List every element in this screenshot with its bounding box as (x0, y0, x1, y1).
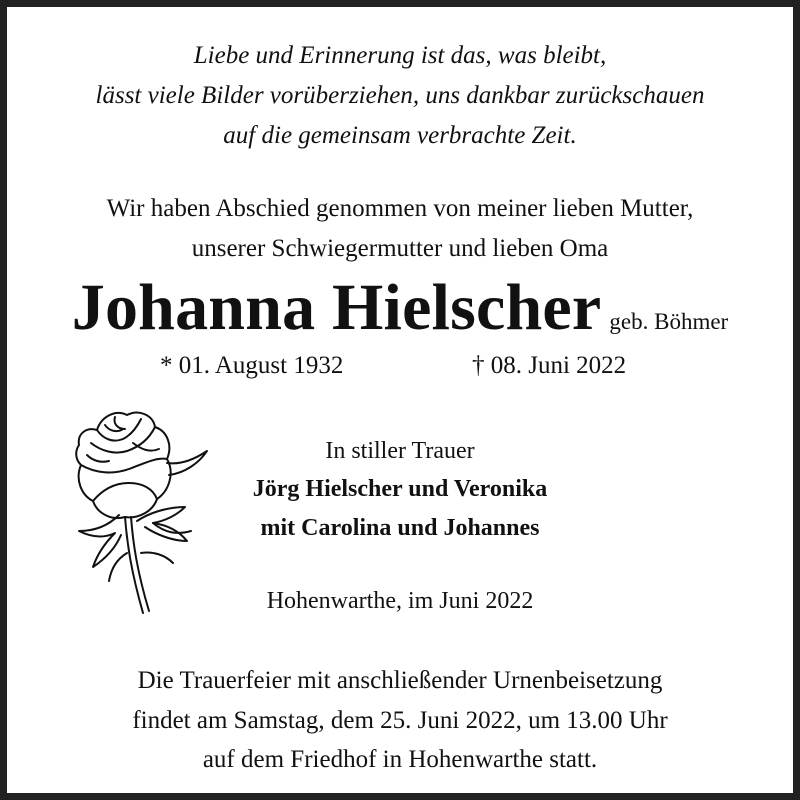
mourners-family-line-2: mit Carolina und Johannes (260, 515, 540, 541)
ceremony-line-1: Die Trauerfeier mit anschließender Urnenbeisetzung (137, 667, 663, 694)
intro-line-1: Wir haben Abschied genommen von meiner lieben Mutter, (106, 195, 694, 222)
ceremony-line-2: findet am Samstag, dem 25. Juni 2022, um 13.00 Uhr (132, 707, 668, 734)
poem-line-1: Liebe und Erinnerung ist das, was bleibt, (193, 42, 607, 69)
death-date: † 08. Juni 2022 (472, 352, 627, 379)
rose-icon (57, 403, 217, 618)
place-date: Hohenwarthe, im Juni 2022 (266, 588, 534, 614)
birth-date: * 01. August 1932 (160, 352, 344, 379)
deceased-name: Johanna Hielscher (71, 271, 602, 344)
poem-line-2: lässt viele Bilder vorüberziehen, uns dankbar zurückschauen (95, 82, 705, 109)
maiden-name: geb. Böhmer (609, 309, 729, 334)
intro-line-2: unserer Schwiegermutter und lieben Oma (191, 235, 609, 262)
mourners-family-line-1: Jörg Hielscher und Veronika (252, 476, 548, 502)
mourners-heading: In stiller Trauer (325, 438, 475, 464)
deceased-name-row (7, 271, 793, 344)
ceremony-line-3: auf dem Friedhof in Hohenwarthe statt. (202, 746, 598, 773)
poem-line-3: auf die gemeinsam verbrachte Zeit. (223, 122, 577, 149)
